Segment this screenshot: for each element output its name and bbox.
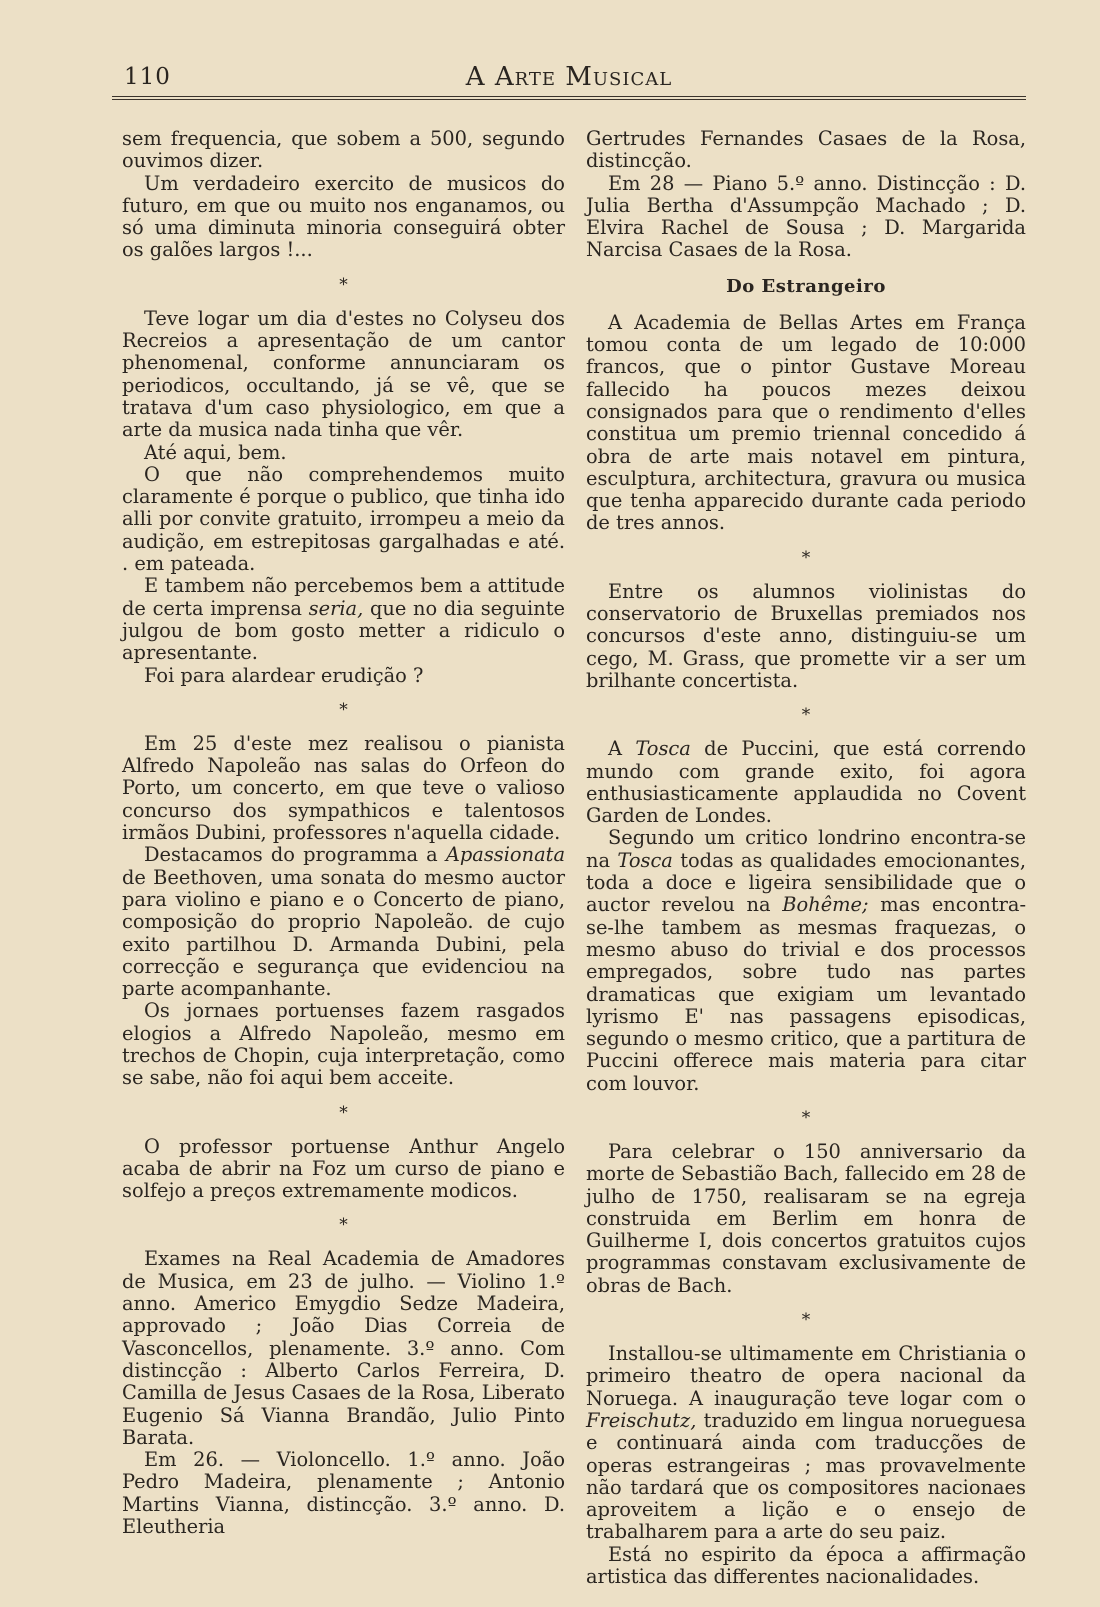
header-rule — [112, 96, 1026, 100]
running-title: A Arte Musical — [465, 62, 673, 92]
section-separator: * — [339, 699, 348, 720]
paragraph: Em 26. — Violoncello. 1.º anno. João Pedro Madeira, plenamente ; Antonio Martins Vianna, distincção. 3.º anno. D. Eleutheria — [122, 1448, 565, 1539]
paragraph: Os jornaes portuenses fazem rasgados elogios a Alfredo Napoleão, mesmo em trechos de Chopin, cuja interpretação, como se sabe, não foi aqui bem acceite. — [122, 999, 565, 1090]
section-separator: * — [801, 705, 811, 726]
text-run: Destacamos do programma a — [144, 843, 446, 867]
paragraph: Em 28 — Piano 5.º anno. Distincção : D. Julia Bertha d'Assumpção Machado ; D. Elvira Rachel de Sousa ; D. Margarida Narcisa Casaes de la Rosa. — [586, 171, 1026, 262]
paragraph: Foi para alardear erudição ? — [144, 663, 424, 687]
section-separator: * — [339, 1215, 348, 1236]
text-run: Segundo um critico londrino encontra-se na — [586, 826, 1026, 872]
text-run: Installou-se ultimamente em Christiania o primeiro theatro de opera nacional da Noruega. A inauguração teve logar com o — [586, 1342, 1026, 1410]
text-run: de Beethoven, uma sonata do mesmo auctor para violino e piano e o Concerto de piano, composição do proprio Napoleão. de cujo exito partilhou D. Armanda Dubini, pela correcção e segurança que evidenciou na parte acompanhante. — [122, 865, 565, 1001]
italic-text: Tosca — [635, 737, 691, 761]
text-run: traduzido em lingua norueguesa e continuará ainda com traducções de operas estrangeiras ; mas provavelmente não tardará que os compositores nacionaes aproveitem a lição e o ensejo de trabalharem para a arte do seu paiz. — [586, 1408, 1026, 1544]
left-column — [122, 128, 565, 1538]
paragraph: O professor portuense Anthur Angelo acaba de abrir na Foz um curso de piano e solfejo a preços extremamente modicos. — [122, 1134, 565, 1203]
paragraph: Até aqui, bem. — [144, 440, 287, 464]
paragraph: Gertrudes Fernandes Casaes de la Rosa, distincção. — [586, 127, 1026, 173]
text-run: A — [608, 737, 636, 761]
italic-text: Freischutz, — [586, 1408, 697, 1432]
italic-text: Bohême; — [782, 893, 869, 917]
text-run: que no dia seguinte julgou de bom gosto metter a ridiculo o apresentante. — [122, 596, 565, 665]
right-column — [586, 128, 1026, 1588]
paragraph: Teve logar um dia d'estes no Colyseu dos Recreios a apresentação de um cantor phenomenal, conforme annunciaram os periodicos, occultando, já se vê, que se tratava d'um caso physiologico, em que a arte da musica nada tinha que vêr. — [122, 306, 565, 442]
text-run: todas as qualidades emocionantes, toda a doce e ligeira sensibilidade que o auctor revelou na — [586, 848, 1026, 917]
paragraph: Para celebrar o 150 anniversario da morte de Sebastião Bach, fallecido em 28 de julho de 1750, realisaram se na egreja construida em Berlim em honra de Guilherme I, dois concertos gratuitos cujos programmas constavam exclusivamente de obras de Bach. — [586, 1139, 1026, 1297]
section-separator: * — [801, 1310, 811, 1331]
section-separator: * — [801, 547, 811, 568]
paragraph: A Academia de Bellas Artes em França tomou conta de um legado de 10:000 francos, que o pintor Gustave Moreau fallecido ha poucos mezes deixou consignados para que o rendimento d'elles constitua um premio triennal concedido á obra de arte mais notavel em pintura, esculptura, architectura, gravura ou musica que tenha apparecido durante cada periodo de tres annos. — [586, 310, 1026, 535]
paragraph — [586, 1343, 1026, 1544]
section-separator: * — [339, 1102, 348, 1123]
text-run: de Puccini, que está correndo mundo com grande exito, foi agora enthusiasticamente applaudida no Covent Garden de Londes. — [586, 737, 1026, 828]
paragraph: Em 25 d'este mez realisou o pianista Alfredo Napoleão nas salas do Orfeon do Porto, um concerto, em que teve o valioso concurso dos sympathicos e talentosos irmãos Dubini, professores n'aquella cidade. — [122, 731, 565, 845]
section-separator: * — [339, 274, 348, 295]
page-number: 110 — [124, 64, 171, 90]
italic-text: seria, — [308, 596, 364, 620]
paragraph: Está no espirito da época a affirmação artistica das differentes nacionalidades. — [586, 1542, 1026, 1589]
italic-text: Apassionata — [445, 843, 565, 867]
paragraph: sem frequencia, que sobem a 500, segundo ouvimos dizer. — [122, 127, 565, 173]
paragraph: Entre os alumnos violinistas do conservatorio de Bruxellas premiados nos concursos d'este anno, distinguiu-se um cego, M. Grass, que promette vir a ser um brilhante concertista. — [586, 579, 1026, 692]
paragraph — [122, 575, 565, 664]
paragraph: Exames na Real Academia de Amadores de Musica, em 23 de julho. — Violino 1.º anno. Americo Emygdio Sedze Madeira, approvado ; João Dias Correia de Vasconcellos, plenamente. 3.º anno. Com distincção : Alberto Carlos Ferreira, D. Camilla de Jesus Casaes de la Rosa, Liberato Eugenio Sá Vianna Brandão, Julio Pinto Barata. — [122, 1247, 565, 1449]
paragraph — [586, 738, 1026, 827]
paragraph — [586, 827, 1026, 1095]
section-separator: * — [801, 1107, 811, 1128]
paragraph: O que não comprehendemos muito claramente é porque o publico, que tinha ido alli por convite gratuito, irrompeu a meio da audição, em estrepitosas gargalhadas e até. . em pateada. — [122, 462, 565, 576]
section-heading: Do Estrangeiro — [726, 275, 886, 297]
paragraph: Um verdadeiro exercito de musicos do futuro, em que ou muito nos enganamos, ou só uma diminuta minoria conseguirá obter os galões largos !... — [122, 171, 565, 262]
page-header — [112, 62, 1026, 98]
italic-text: Tosca — [617, 848, 673, 872]
text-run: mas encontra-se-lhe tambem as mesmas fraquezas, o mesmo abuso do trivial e dos processos empregados, sobre tudo nas partes dramaticas que exigiam um levantado lyrismo E' nas passagens episodicas, segundo o mesmo critico, que a partitura de Puccini offerece mais materia para citar com louvor. — [586, 893, 1026, 1095]
paragraph — [122, 844, 565, 1000]
text-run: E tambem não percebemos bem a attitude de certa imprensa — [122, 574, 565, 620]
